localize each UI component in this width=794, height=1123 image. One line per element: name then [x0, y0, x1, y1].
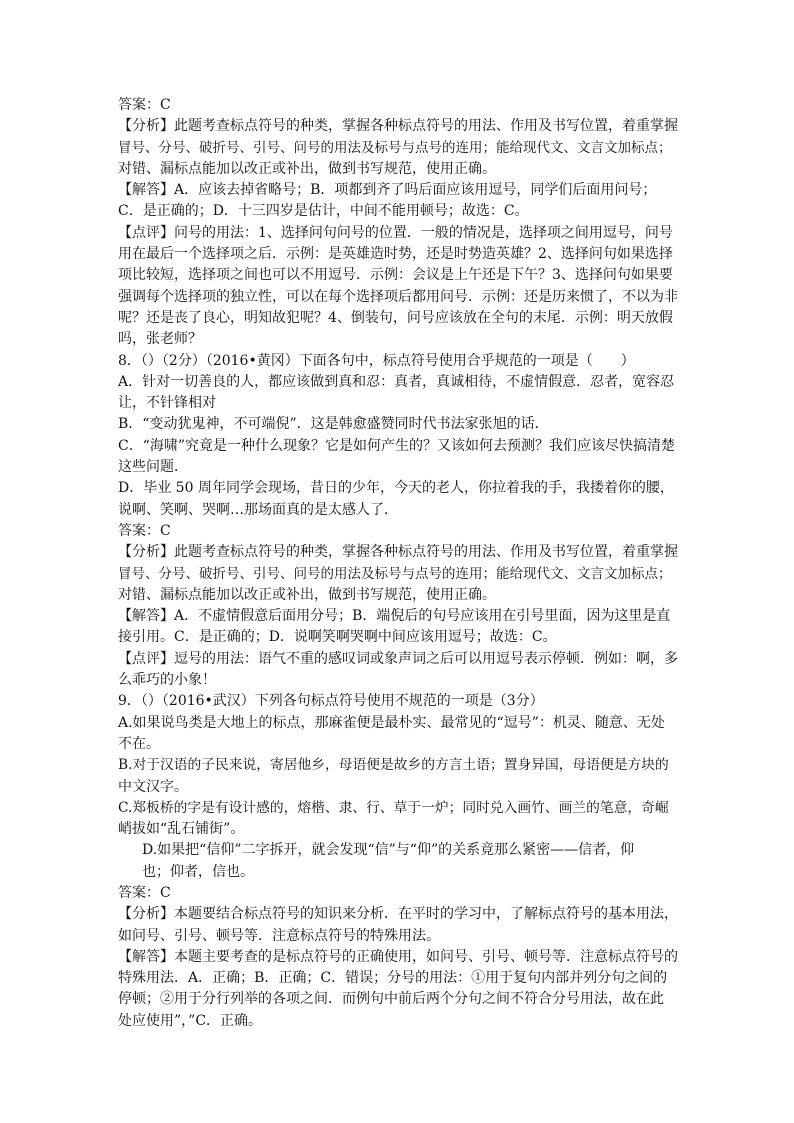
analysis-line: 冒号、分号、破折号、引号、问号的用法及标号与点号的连用；能给现代文、文言文加标点；	[118, 139, 672, 156]
question-9-stem: 9．（）（2016•武汉）下列各句标点符号使用不规范的一项是（3分）	[118, 693, 544, 710]
question-8-option-c: C．“海啸”究竟是一种什么现象？它是如何产生的？又该如何去预测？我们应该尽快搞清楚	[118, 437, 676, 454]
analysis-line: 【分析】此题考查标点符号的种类，掌握各种标点符号的用法、作用及书写位置，着重掌握	[118, 544, 678, 561]
question-9-option-a: 不在。	[118, 735, 160, 752]
analysis-line: 对错、漏标点能加以改正或补出，做到书写规范，使用正确。	[118, 160, 496, 177]
solution-line: 特殊用法．A．正确；B．正确；C．错误；分号的用法：①用于复句内部并列分句之间的	[118, 970, 668, 987]
question-9-option-d: 也；仰者，信也。	[142, 863, 254, 880]
solution-line: 【解答】本题主要考查的是标点符号的正确使用，如问号、引号、顿号等．注意标点符号的	[118, 948, 678, 965]
question-9-option-d: D.如果把“信仰”二字拆开，就会发现“信”与“仰”的关系竟那么紧密——信者，仰	[142, 842, 635, 859]
comment-line: 项比较短，选择项之间也可以不用逗号．示例：会议是上午还是下午？3、选择问句如果要	[118, 267, 673, 284]
comment-line: 【点评】逗号的用法：语气不重的感叹词或象声词之后可以用逗号表示停顿．例如：啊，多	[118, 650, 678, 667]
answer-line: 答案：C	[118, 97, 171, 113]
analysis-line: 冒号、分号、破折号、引号、问号的用法及标号与点号的连用；能给现代文、文言文加标点；	[118, 565, 672, 582]
answer-line: 答案：C	[118, 522, 171, 539]
analysis-line: 如问号、引号、顿号等．注意标点符号的特殊用法。	[118, 927, 440, 944]
answer-line: 答案：C	[118, 884, 171, 901]
question-9-option-b: 中文汉字。	[118, 778, 188, 795]
solution-line: 【解答】A．应该去掉省略号；B．项都到齐了吗后面应该用逗号，同学们后面用问号；	[118, 182, 657, 199]
question-8-option-d: 说啊、笑啊、哭啊…那场面真的是太感人了．	[118, 501, 398, 518]
question-8-stem: 8．（）（2分）（2016•黄冈）下面各句中，标点符号使用合乎规范的一项是（ ）	[118, 352, 635, 369]
solution-line: 接引用。C．是正确的；D．说啊笑啊哭啊中间应该用逗号；故选：C。	[118, 629, 557, 646]
comment-line: 么乖巧的小象！	[118, 672, 216, 689]
question-9-option-c: C.郑板桥的字是有设计感的，熔楷、隶、行、草于一炉；同时兑入画竹、画兰的笔意，奇崛	[118, 799, 669, 816]
comment-line: 用在最后一个选择项之后．示例：是英雄造时势，还是时势造英雄？2、选择问句如果选择	[118, 246, 673, 263]
analysis-line: 【分析】本题要结合标点符号的知识来分析．在平时的学习中，了解标点符号的基本用法，	[118, 906, 678, 923]
question-8-option-d: D．毕业 50 周年同学会现场，昔日的少年，今天的老人，你拉着我的手，我搂着你的腰，	[118, 480, 674, 497]
solution-line: 处应使用”，”C．正确。	[118, 1012, 263, 1029]
document-page	[118, 95, 678, 1032]
question-9-option-a: A.如果说鸟类是大地上的标点，那麻雀便是最朴实、最常见的“逗号”：机灵、随意、无处	[118, 714, 665, 731]
comment-line: 吗，张老师？	[118, 331, 202, 348]
solution-line: C．是正确的；D．十三四岁是估计，中间不能用顿号；故选：C。	[118, 203, 529, 220]
question-9-option-c: 峭拔如“乱石铺街”。	[118, 821, 245, 838]
comment-line: 【点评】问号的用法：1、选择问句问号的位置．一般的情况是，选择项之间用逗号，问号	[118, 224, 673, 241]
question-8-option-c: 这些问题．	[118, 459, 188, 476]
solution-line: 停顿；②用于分行列举的各项之间．而例句中前后两个分句之间不符合分号用法，故在此	[118, 991, 664, 1008]
question-8-option-a: 让，不针锋相对	[118, 395, 216, 412]
question-8-option-a: A．针对一切善良的人，都应该做到真和忍：真者，真诚相待，不虚情假意．忍者，宽容忍	[118, 373, 675, 390]
analysis-line: 【分析】此题考查标点符号的种类，掌握各种标点符号的用法、作用及书写位置，着重掌握	[118, 118, 678, 135]
solution-line: 【解答】A．不虚情假意后面用分号；B．端倪后的句号应该用在引号里面，因为这里是直	[118, 608, 671, 625]
question-9-option-b: B.对于汉语的子民来说，寄居他乡，母语便是故乡的方言土语；置身异国，母语便是方块的	[118, 757, 669, 774]
comment-line: 呢？还是丧了良心，明知故犯呢？4、倒装句，问号应该放在全句的末尾．示例：明天放假	[118, 309, 673, 326]
analysis-line: 对错、漏标点能加以改正或补出，做到书写规范，使用正确。	[118, 586, 496, 603]
comment-line: 强调每个选择项的独立性，可以在每个选择项后都用问号．示例：还是历来惯了，不以为非	[118, 288, 678, 305]
question-8-option-b: B．“变动犹鬼神，不可端倪”．这是韩愈盛赞同时代书法家张旭的话．	[118, 416, 549, 433]
